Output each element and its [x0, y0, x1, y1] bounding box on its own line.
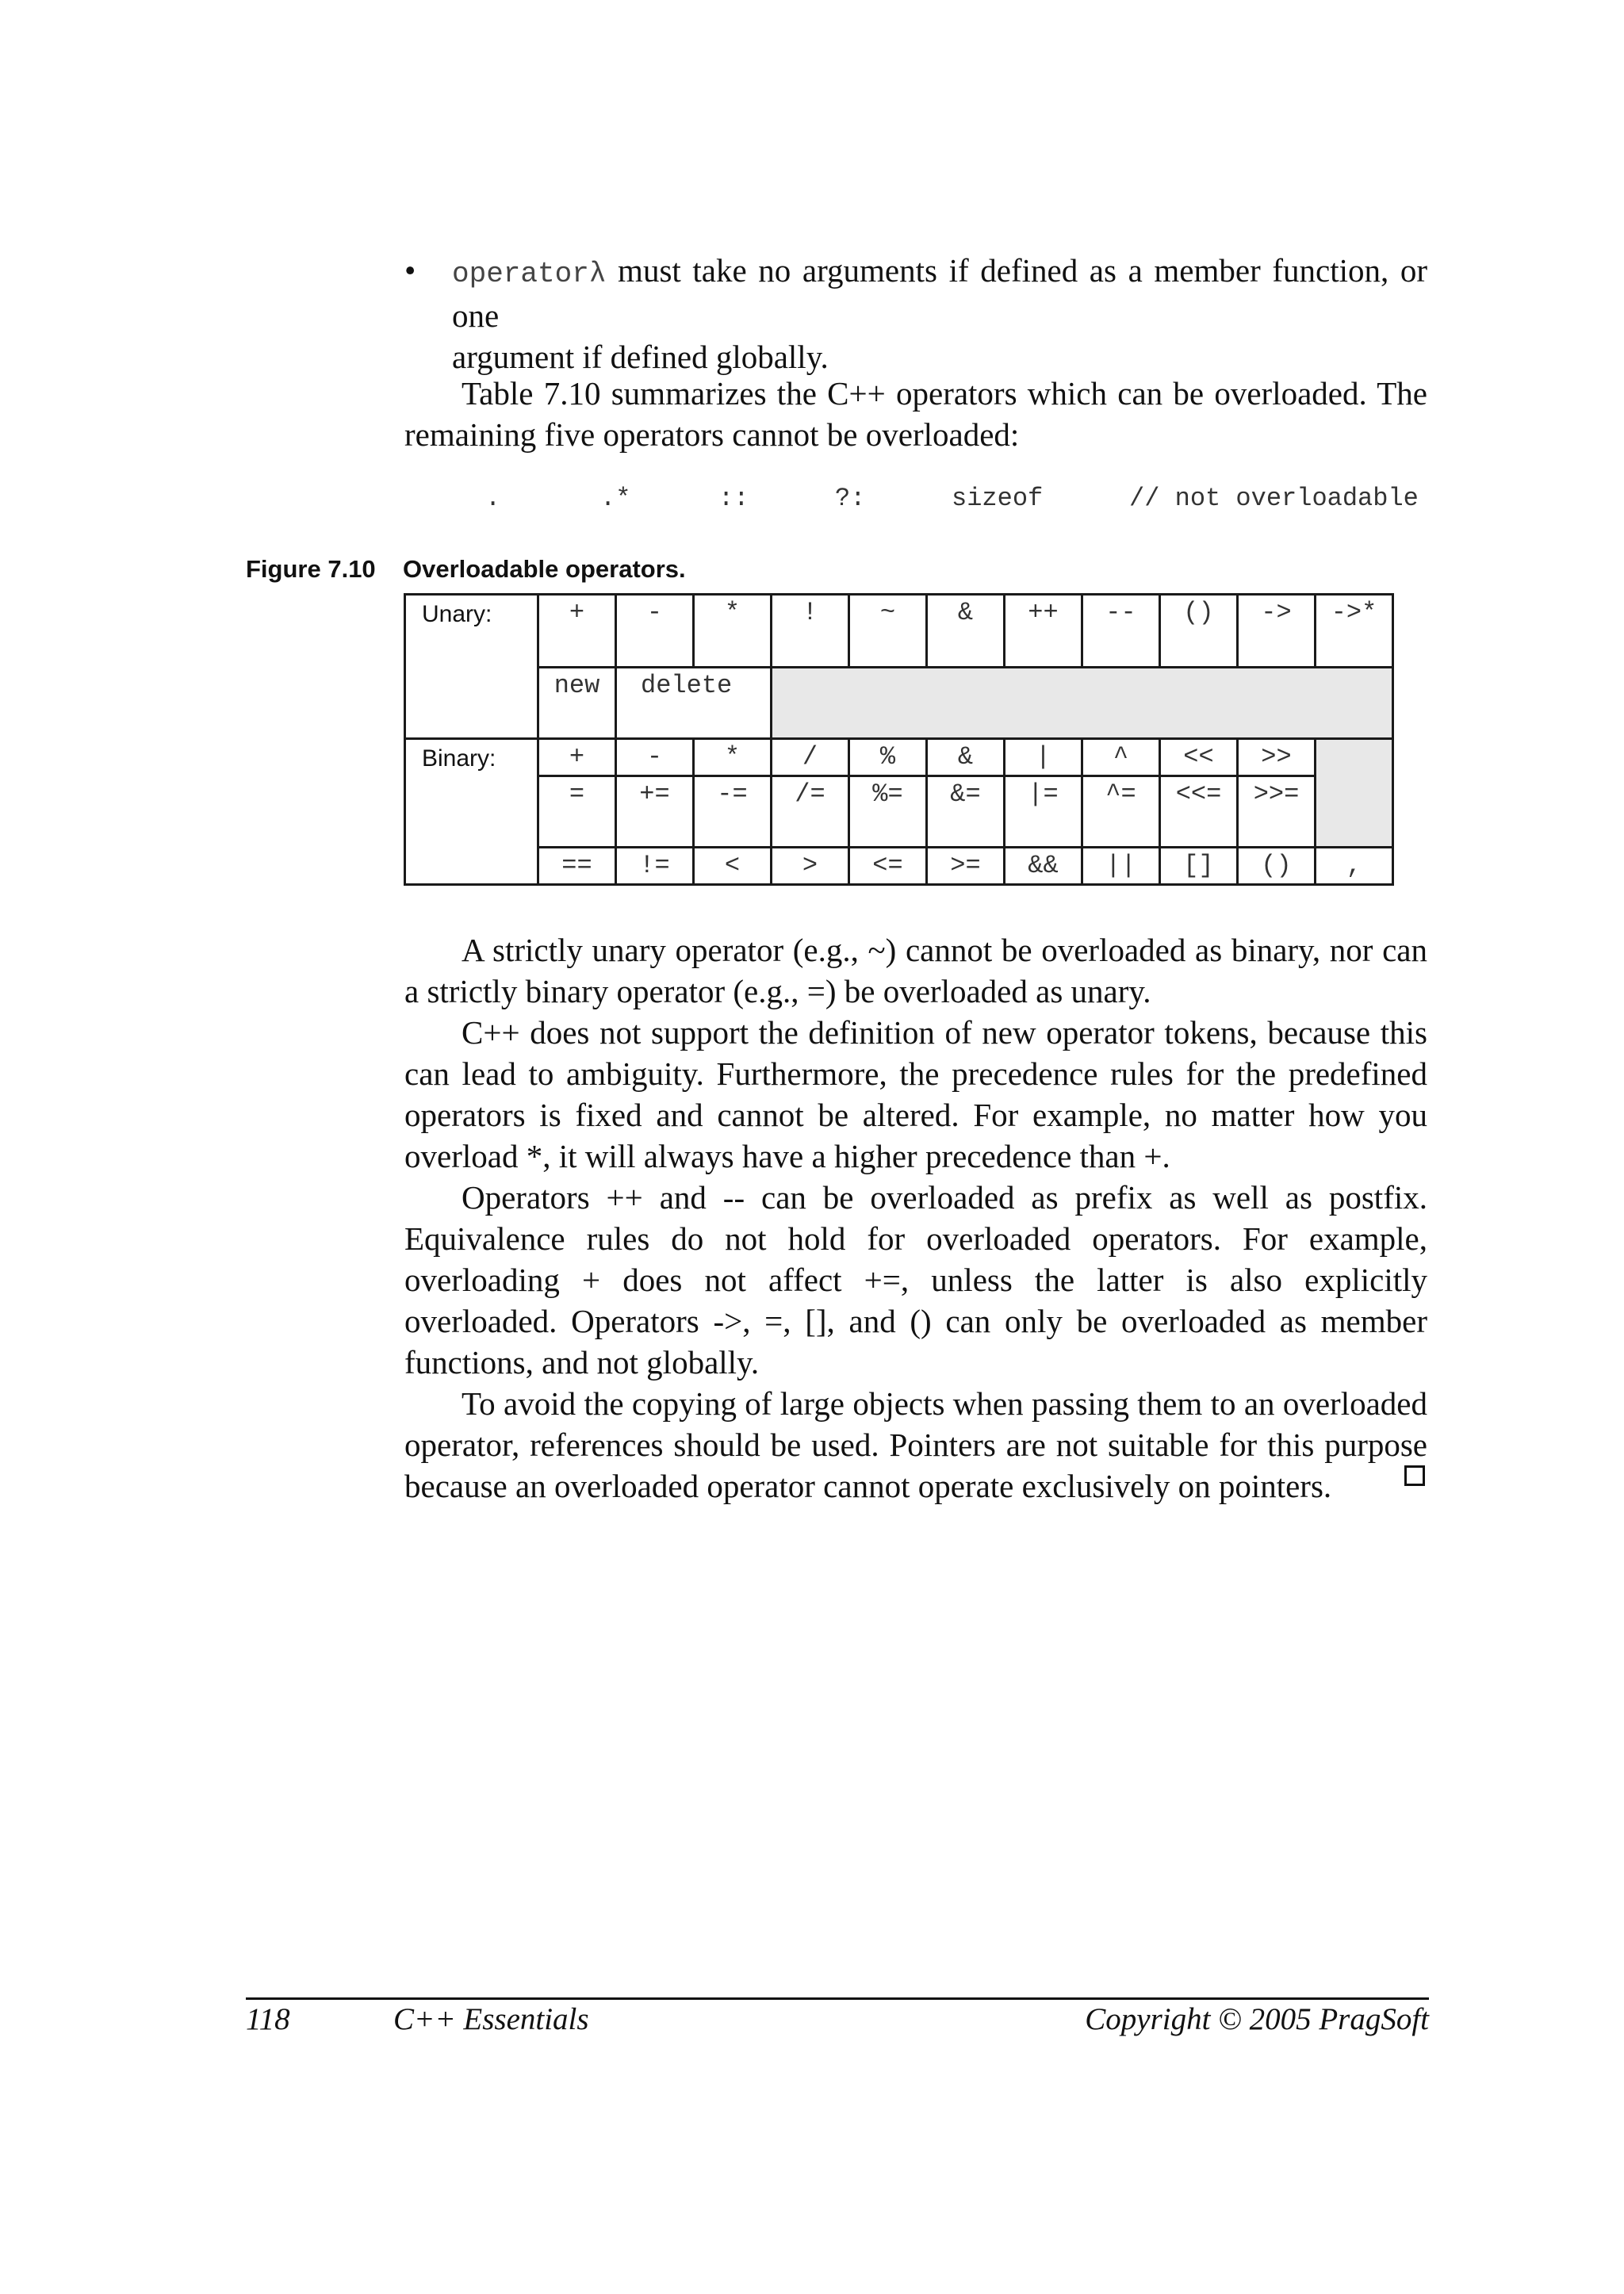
operator-cell: +: [538, 595, 616, 668]
operator-cell: ++: [1005, 595, 1082, 668]
overloadable-operators-table: [404, 593, 1394, 886]
operator-cell: -: [616, 595, 694, 668]
operator-cell: /: [772, 739, 849, 776]
code-comment: // not overloadable: [1129, 484, 1419, 513]
empty-shaded-cell: [772, 668, 1393, 739]
operator-cell: *: [694, 595, 772, 668]
operator-cell: %=: [849, 776, 927, 848]
operator-cell: <: [694, 848, 772, 885]
book-title: C++ Essentials: [393, 2002, 589, 2036]
table-row: [405, 848, 1393, 885]
binary-label: Binary:: [405, 739, 538, 885]
operator-cell: <<: [1160, 739, 1238, 776]
body-text: [404, 929, 1427, 1507]
operator-cell: ->: [1238, 595, 1316, 668]
operator-cell: !: [772, 595, 849, 668]
operator-cell: (): [1160, 595, 1238, 668]
operator-cell: *: [694, 739, 772, 776]
page-footer: [246, 2001, 1429, 2049]
operator-cell: >>=: [1238, 776, 1316, 848]
bullet-code: operatorλ: [452, 258, 607, 290]
copyright: Copyright © 2005 PragSoft: [1085, 2002, 1429, 2036]
operator-cell: ,: [1316, 848, 1393, 885]
non-overloadable-op: .: [485, 484, 501, 513]
operator-cell: >=: [927, 848, 1005, 885]
figure-title: Overloadable operators.: [403, 555, 686, 583]
operator-cell: -: [616, 739, 694, 776]
operator-cell: []: [1160, 848, 1238, 885]
operator-cell: /=: [772, 776, 849, 848]
figure-label: Figure 7.10: [246, 555, 376, 583]
operator-cell: --: [1082, 595, 1160, 668]
intro-line-1: Table 7.10 summarizes the C++ operators which can be overloaded. The: [462, 375, 1427, 412]
intro-line-2: remaining five operators cannot be overloaded:: [404, 416, 1020, 453]
paragraph: Operators ++ and -- can be overloaded as prefix as well as postfix. Equivalence rules do not hold for overloaded operators. For example, overloading + does not affect +=, unless the latter is also explicitly overloaded. Operators ->, =, [], and () can only be overloaded as member functions, and not globally.: [404, 1179, 1427, 1381]
figure-caption: [246, 555, 686, 584]
operator-cell: +: [538, 739, 616, 776]
non-overloadable-op: ::: [718, 484, 749, 513]
operator-cell: ^: [1082, 739, 1160, 776]
end-of-section-square-icon: [1404, 1465, 1425, 1486]
operator-cell: delete: [616, 668, 772, 739]
operator-cell: >: [772, 848, 849, 885]
operator-cell: !=: [616, 848, 694, 885]
operator-cell: (): [1238, 848, 1316, 885]
page-number: 118: [246, 2002, 290, 2036]
operator-cell: ||: [1082, 848, 1160, 885]
operator-cell: ->*: [1316, 595, 1393, 668]
operator-cell: |=: [1005, 776, 1082, 848]
intro-paragraph: [404, 373, 1427, 455]
non-overloadable-code: [0, 484, 1624, 515]
paragraph: To avoid the copying of large objects when passing them to an overloaded operator, references should be used. Pointers are not suitable for this purpose because an overloaded operator cannot operate exclusively on pointers.: [404, 1385, 1427, 1504]
operator-cell: |: [1005, 739, 1082, 776]
table-row: [405, 776, 1393, 848]
unary-label: Unary:: [405, 595, 538, 739]
footer-rule: [246, 1997, 1429, 2000]
bullet-marker: •: [404, 252, 416, 289]
non-overloadable-op: sizeof: [952, 484, 1044, 513]
paragraph: C++ does not support the definition of new operator tokens, because this can lead to ambiguity. Furthermore, the precedence rules for the predefined operators is fixed and cannot be altered. For example, no matter how you overload *, it will always have a higher precedence than +.: [404, 1014, 1427, 1174]
non-overloadable-op: ?:: [835, 484, 866, 513]
operator-cell: -=: [694, 776, 772, 848]
table-row: [405, 668, 1393, 739]
bullet-text-1: must take no arguments if defined as a member function, or one: [452, 252, 1427, 334]
non-overloadable-op: .*: [600, 484, 631, 513]
operator-cell: %: [849, 739, 927, 776]
operator-cell: +=: [616, 776, 694, 848]
operator-cell: <<=: [1160, 776, 1238, 848]
operator-cell: new: [538, 668, 616, 739]
bullet-line-2: argument if defined globally.: [452, 339, 829, 375]
bullet-line-1: [452, 250, 1427, 336]
operator-cell: &=: [927, 776, 1005, 848]
operator-cell: =: [538, 776, 616, 848]
operator-cell: ==: [538, 848, 616, 885]
operator-cell: &: [927, 739, 1005, 776]
operator-cell: <=: [849, 848, 927, 885]
paragraph: A strictly unary operator (e.g., ~) cannot be overloaded as binary, nor can a strictly binary operator (e.g., =) be overloaded as unary.: [404, 932, 1427, 1009]
operator-cell: &: [927, 595, 1005, 668]
table-row: [405, 595, 1393, 668]
bullet-item: [404, 250, 1427, 377]
operator-cell: >>: [1238, 739, 1316, 776]
operator-cell: ^=: [1082, 776, 1160, 848]
operator-cell: ~: [849, 595, 927, 668]
table-row: [405, 739, 1393, 776]
empty-shaded-cell: [1316, 739, 1393, 848]
operator-cell: &&: [1005, 848, 1082, 885]
